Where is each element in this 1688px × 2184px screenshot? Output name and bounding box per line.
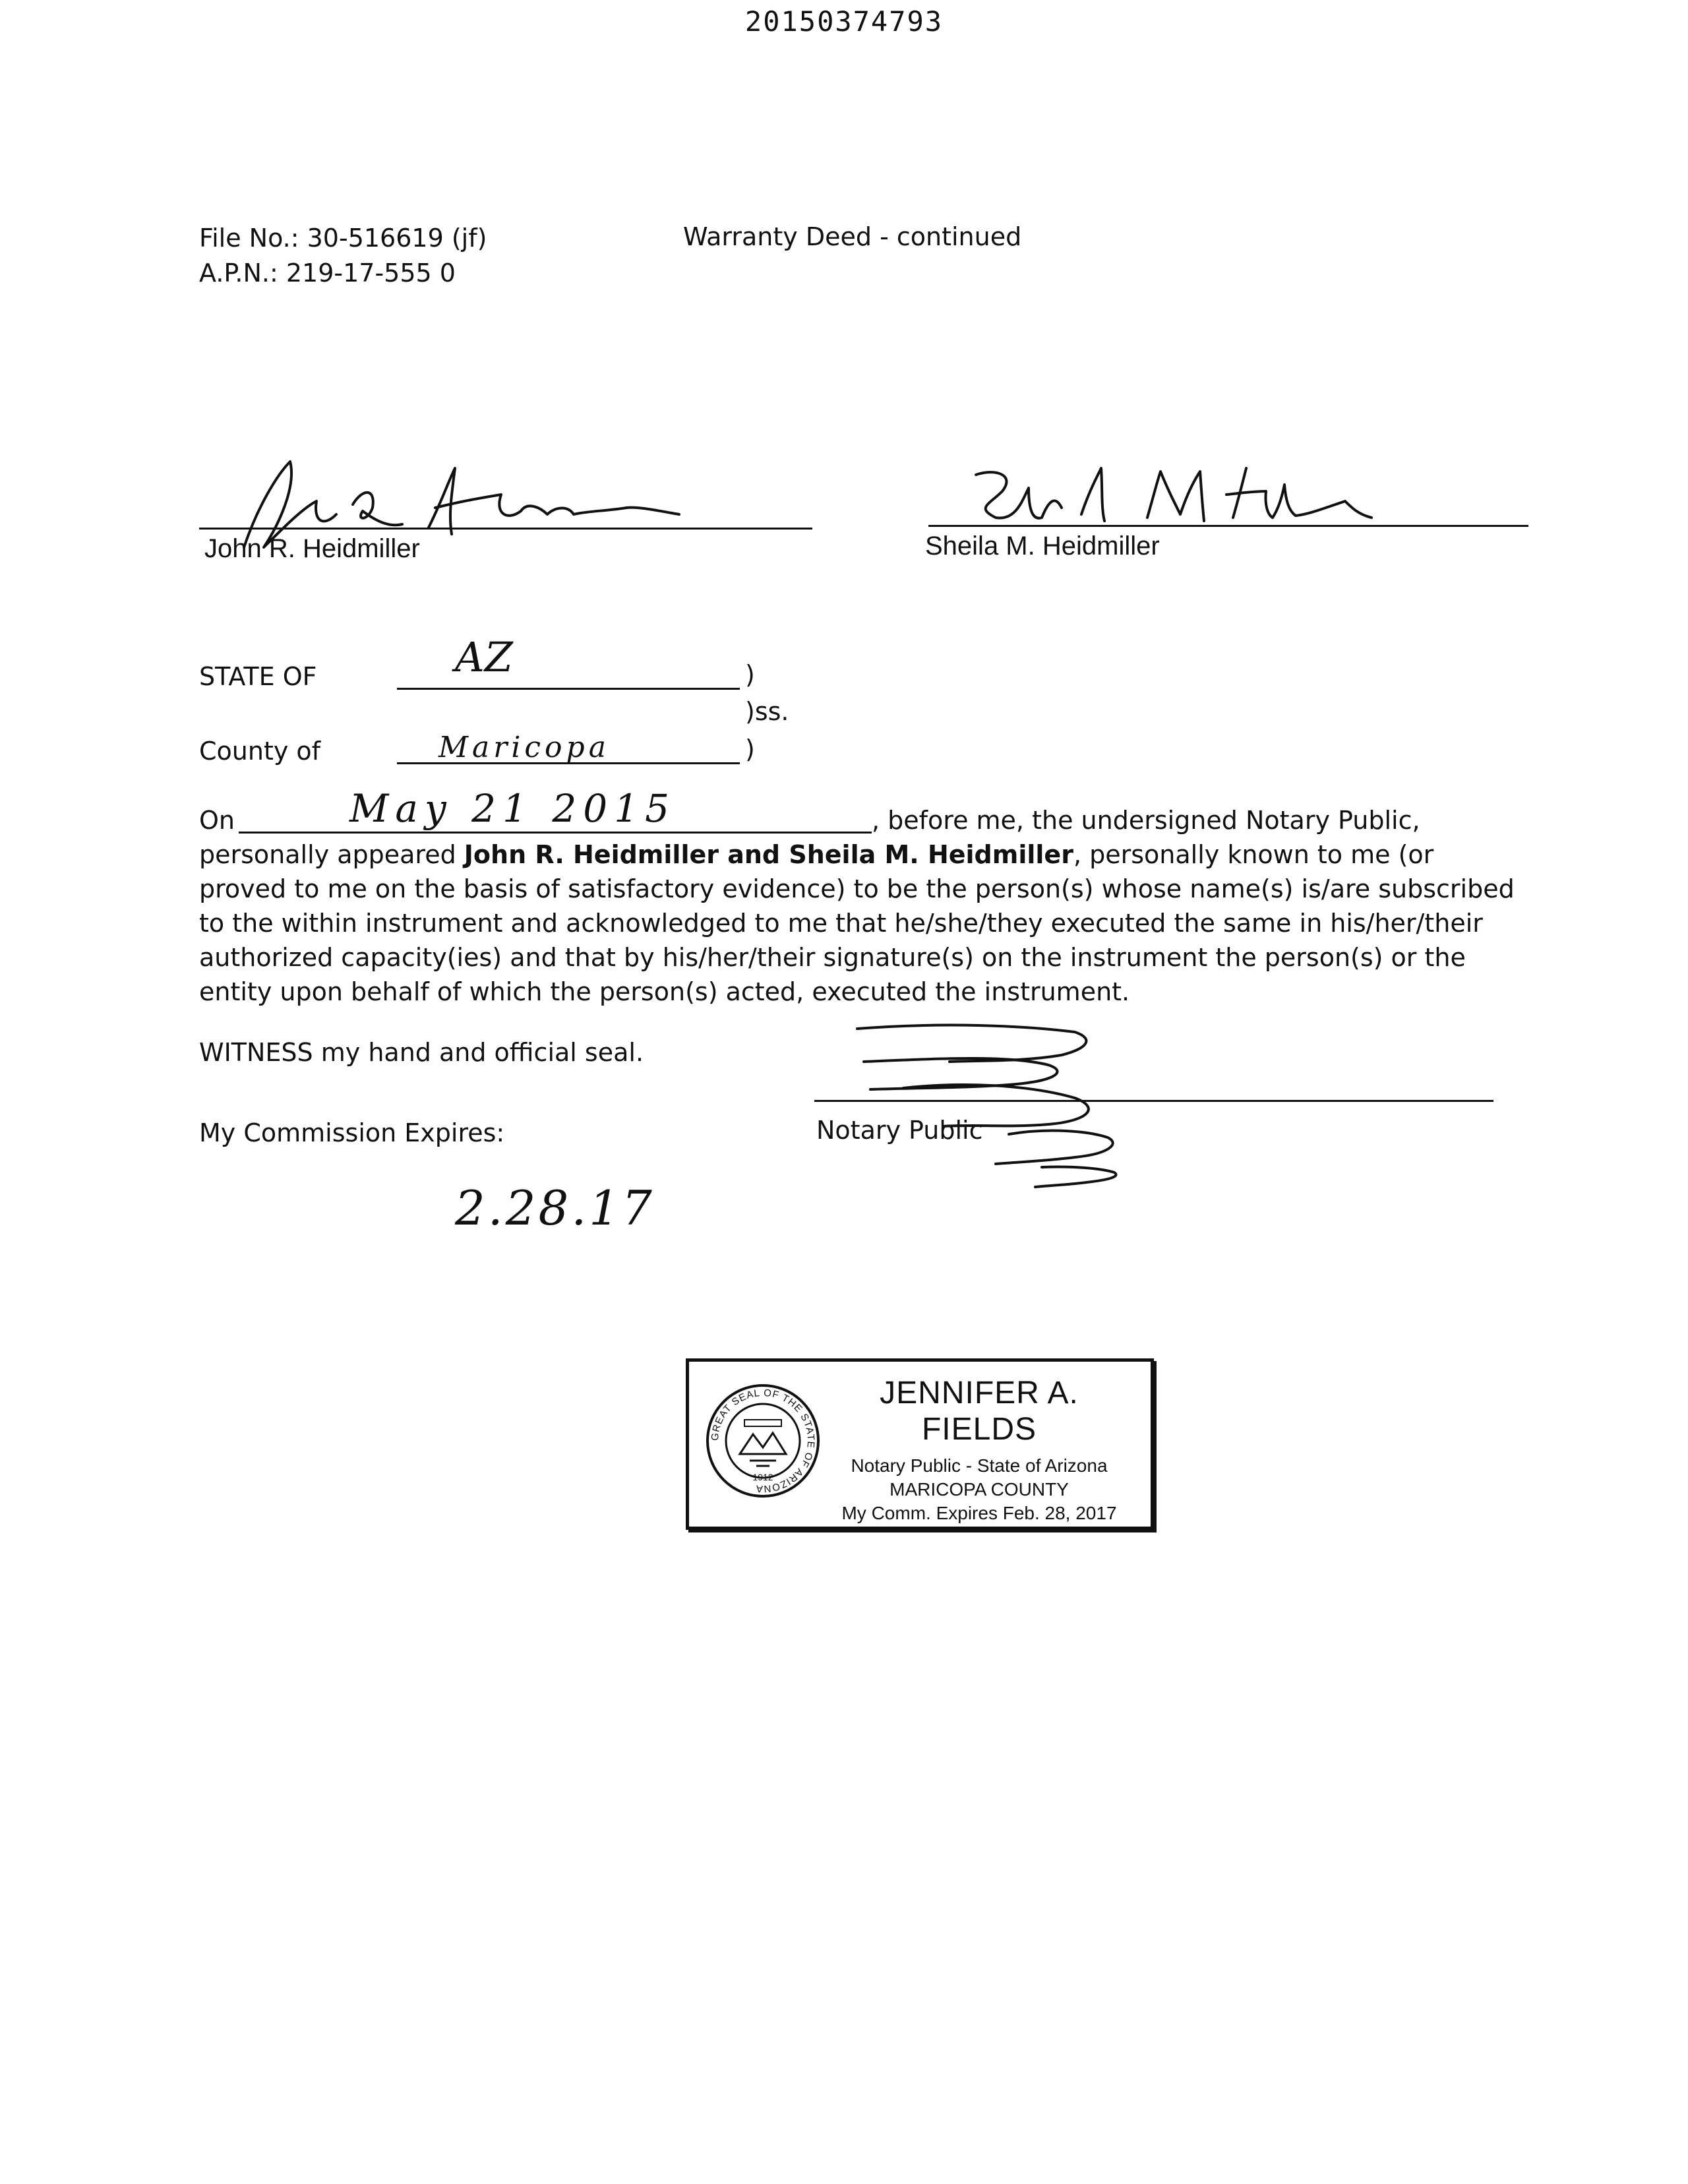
notary-public-label: Notary Public xyxy=(816,1116,983,1145)
notary-signature xyxy=(811,989,1180,1207)
ack-line-2-pre: personally appeared xyxy=(199,840,464,869)
file-number: File No.: 30-516619 (jf) xyxy=(199,224,487,253)
notary-expiration: My Comm. Expires Feb. 28, 2017 xyxy=(841,1503,1117,1523)
ack-line-6: entity upon behalf of which the person(s) acted, executed the instrument. xyxy=(199,977,1130,1006)
commission-label: My Commission Expires: xyxy=(199,1118,505,1147)
svg-text:1912: 1912 xyxy=(752,1472,773,1482)
ack-line-2-post: , personally known to me (or xyxy=(1073,840,1434,869)
on-label: On xyxy=(199,806,235,835)
acknowledgment-date: May 21 2015 xyxy=(349,786,677,831)
date-line xyxy=(239,832,872,834)
ack-line-5: authorized capacity(ies) and that by his/her/their signature(s) on the instrument the person(s) or the xyxy=(199,943,1466,972)
notary-county: MARICOPA COUNTY xyxy=(889,1479,1069,1500)
state-label: STATE OF xyxy=(199,662,317,691)
signature-sheila xyxy=(950,455,1378,541)
county-value: Maricopa xyxy=(438,731,610,764)
svg-text:GREAT SEAL OF THE STATE OF ARI: GREAT SEAL OF THE STATE OF ARIZONA xyxy=(709,1387,817,1495)
ack-line-1: , before me, the undersigned Notary Public, xyxy=(872,806,1420,835)
state-line xyxy=(397,688,740,690)
notary-stamp xyxy=(686,1358,1154,1530)
deed-title: Warranty Deed - continued xyxy=(683,222,1022,251)
ack-line-4: to the within instrument and acknowledged to me that he/she/they executed the same in his/her/their xyxy=(199,909,1483,938)
document-number: 20150374793 xyxy=(744,5,944,38)
state-paren: ) xyxy=(745,660,755,689)
stamp-text-block xyxy=(821,1375,1137,1525)
apn-number: A.P.N.: 219-17-555 0 xyxy=(199,258,456,288)
state-value: AZ xyxy=(455,633,513,681)
notary-state: Notary Public - State of Arizona xyxy=(851,1455,1108,1476)
ss-mark: )ss. xyxy=(745,697,789,726)
witness-text: WITNESS my hand and official seal. xyxy=(199,1038,644,1067)
ack-line-3: proved to me on the basis of satisfactory evidence) to be the person(s) whose name(s) is/are subscribed xyxy=(199,874,1515,903)
signer-name-2: Sheila M. Heidmiller xyxy=(925,531,1160,561)
signer-name-1: John R. Heidmiller xyxy=(204,534,420,563)
signature-line-2 xyxy=(928,525,1528,527)
notary-name: JENNIFER A. FIELDS xyxy=(880,1376,1079,1447)
commission-value: 2.28.17 xyxy=(455,1180,655,1236)
county-label: County of xyxy=(199,737,321,766)
appeared-names: John R. Heidmiller and Sheila M. Heidmiller xyxy=(464,840,1073,869)
signature-line-1 xyxy=(199,528,812,530)
county-paren: ) xyxy=(745,735,755,764)
ack-line-2 xyxy=(199,837,1518,872)
state-seal-icon xyxy=(704,1381,822,1500)
